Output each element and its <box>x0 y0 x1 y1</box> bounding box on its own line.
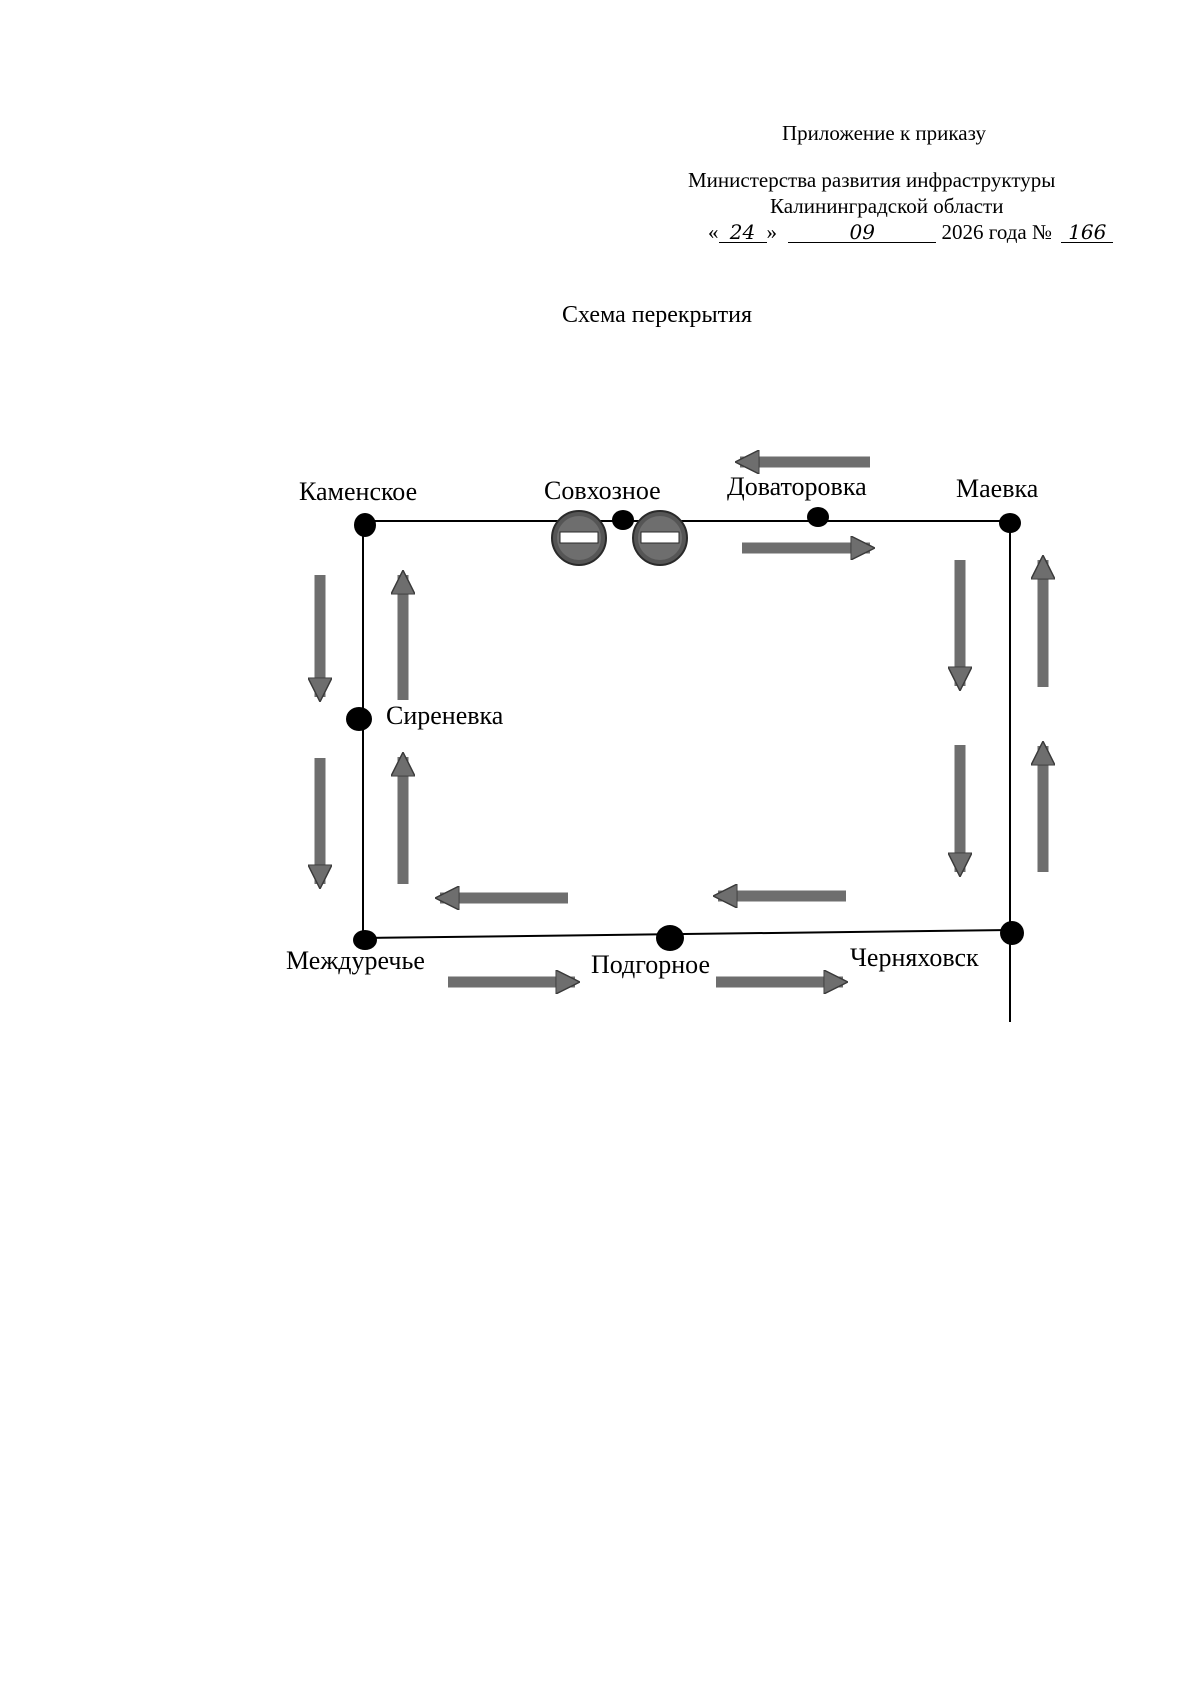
kamenskoe-label: Каменское <box>299 477 418 506</box>
podgornoe-marker <box>656 925 684 951</box>
ministry-caption: Министерства развития инфраструктуры <box>688 168 1056 192</box>
sirenevka-marker <box>346 707 372 731</box>
maevka-marker <box>999 513 1021 533</box>
road-closed-sign <box>552 511 606 565</box>
mezhdurechye-label: Междуречье <box>286 946 425 975</box>
order-day-handwritten: 24 <box>719 222 767 243</box>
kamenskoe-marker <box>354 513 376 537</box>
order-year-text: 2026 года № <box>941 220 1053 244</box>
podgornoe-label: Подгорное <box>591 950 711 979</box>
appendix-caption: Приложение к приказу <box>782 121 986 145</box>
maevka-label: Маевка <box>956 474 1039 503</box>
region-caption: Калининградской области <box>770 194 1004 218</box>
date-open-quote: « <box>708 220 719 244</box>
sirenevka-label: Сиреневка <box>386 701 504 730</box>
dovatorovka-marker <box>807 507 829 527</box>
date-close-quote: » <box>766 220 777 244</box>
order-month-handwritten: 09 <box>788 222 936 243</box>
road-closed-sign <box>633 511 687 565</box>
dovatorovka-label: Доваторовка <box>727 472 867 501</box>
order-number-handwritten: 166 <box>1061 222 1113 243</box>
sovkhoznoe-marker <box>612 510 634 530</box>
scheme-title: Схема перекрытия <box>562 302 753 328</box>
sovkhoznoe-label: Совхозное <box>544 476 661 505</box>
chernyakhovsk-label: Черняховск <box>850 943 979 972</box>
chernyakhovsk-marker <box>1000 921 1024 945</box>
road-bottom <box>363 930 1010 938</box>
